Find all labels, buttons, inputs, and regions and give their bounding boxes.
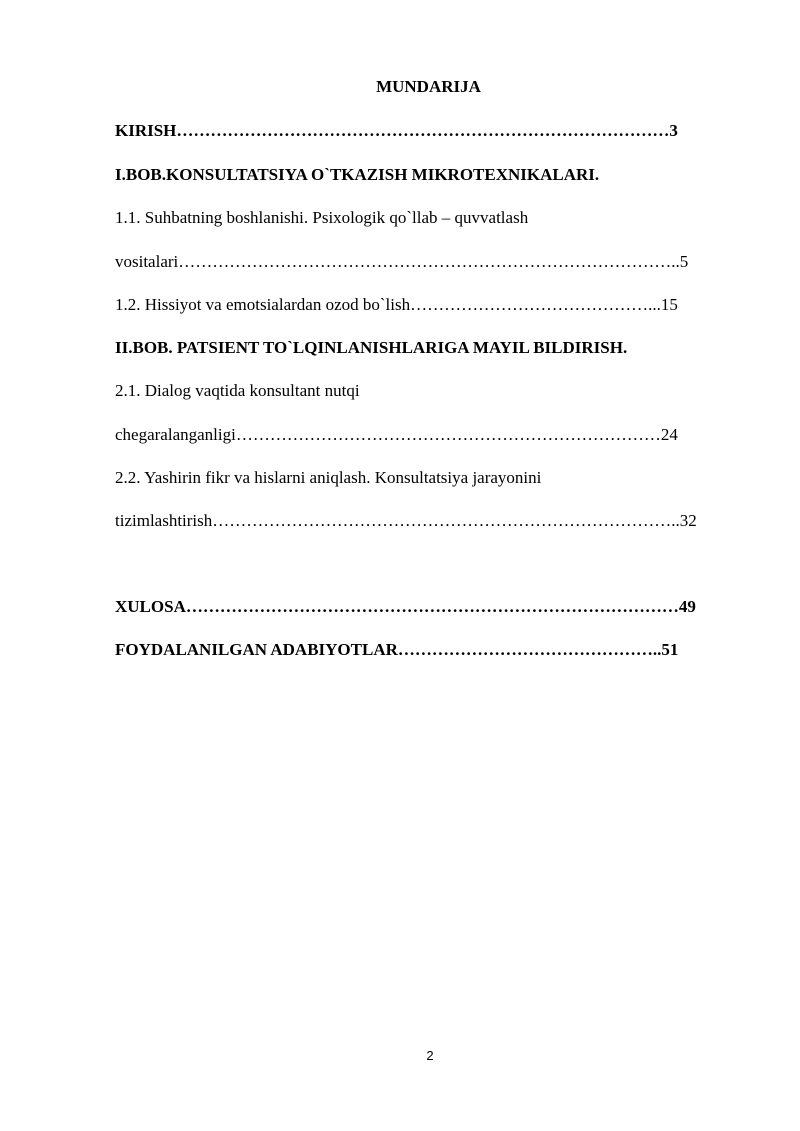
- toc-entry-bibliography: FOYDALANILGAN ADABIYOTLAR………………………………………..51: [115, 640, 679, 659]
- toc-entry-2-2-line-1: 2.2. Yashirin fikr va hislarni aniqlash. Konsultatsiya jarayonini: [115, 468, 542, 487]
- toc-entry-1-1-line-2: vositalari……………………………………………………………………………..5: [115, 252, 689, 271]
- page-title: MUNDARIJA: [376, 77, 481, 96]
- toc-entry-2-2-line-2: tizimlashtirish………………………………………………………………………..32: [115, 511, 697, 530]
- toc-heading-chapter-2: II.BOB. PATSIENT TO`LQINLANISHLARIGA MAYIL BILDIRISH.: [115, 338, 628, 357]
- toc-entry-kirish: KIRISH……………………………………………………………………………3: [115, 121, 678, 140]
- toc-entry-2-1-line-2: chegaralanganligi…………………………………………………………………24: [115, 425, 678, 444]
- toc-heading-chapter-1: I.BOB.KONSULTATSIYA O`TKAZISH MIKROTEXNIKALARI.: [115, 165, 600, 184]
- toc-entry-2-1-line-1: 2.1. Dialog vaqtida konsultant nutqi: [115, 381, 360, 400]
- toc-entry-1-2: 1.2. Hissiyot va emotsialardan ozod bo`lish……………………………………...15: [115, 295, 678, 314]
- toc-entry-1-1-line-1: 1.1. Suhbatning boshlanishi. Psixologik qo`llab – quvvatlash: [115, 208, 529, 227]
- page-number: 2: [426, 1048, 434, 1063]
- toc-entry-xulosa: XULOSA……………………………………………………………………………49: [115, 597, 696, 616]
